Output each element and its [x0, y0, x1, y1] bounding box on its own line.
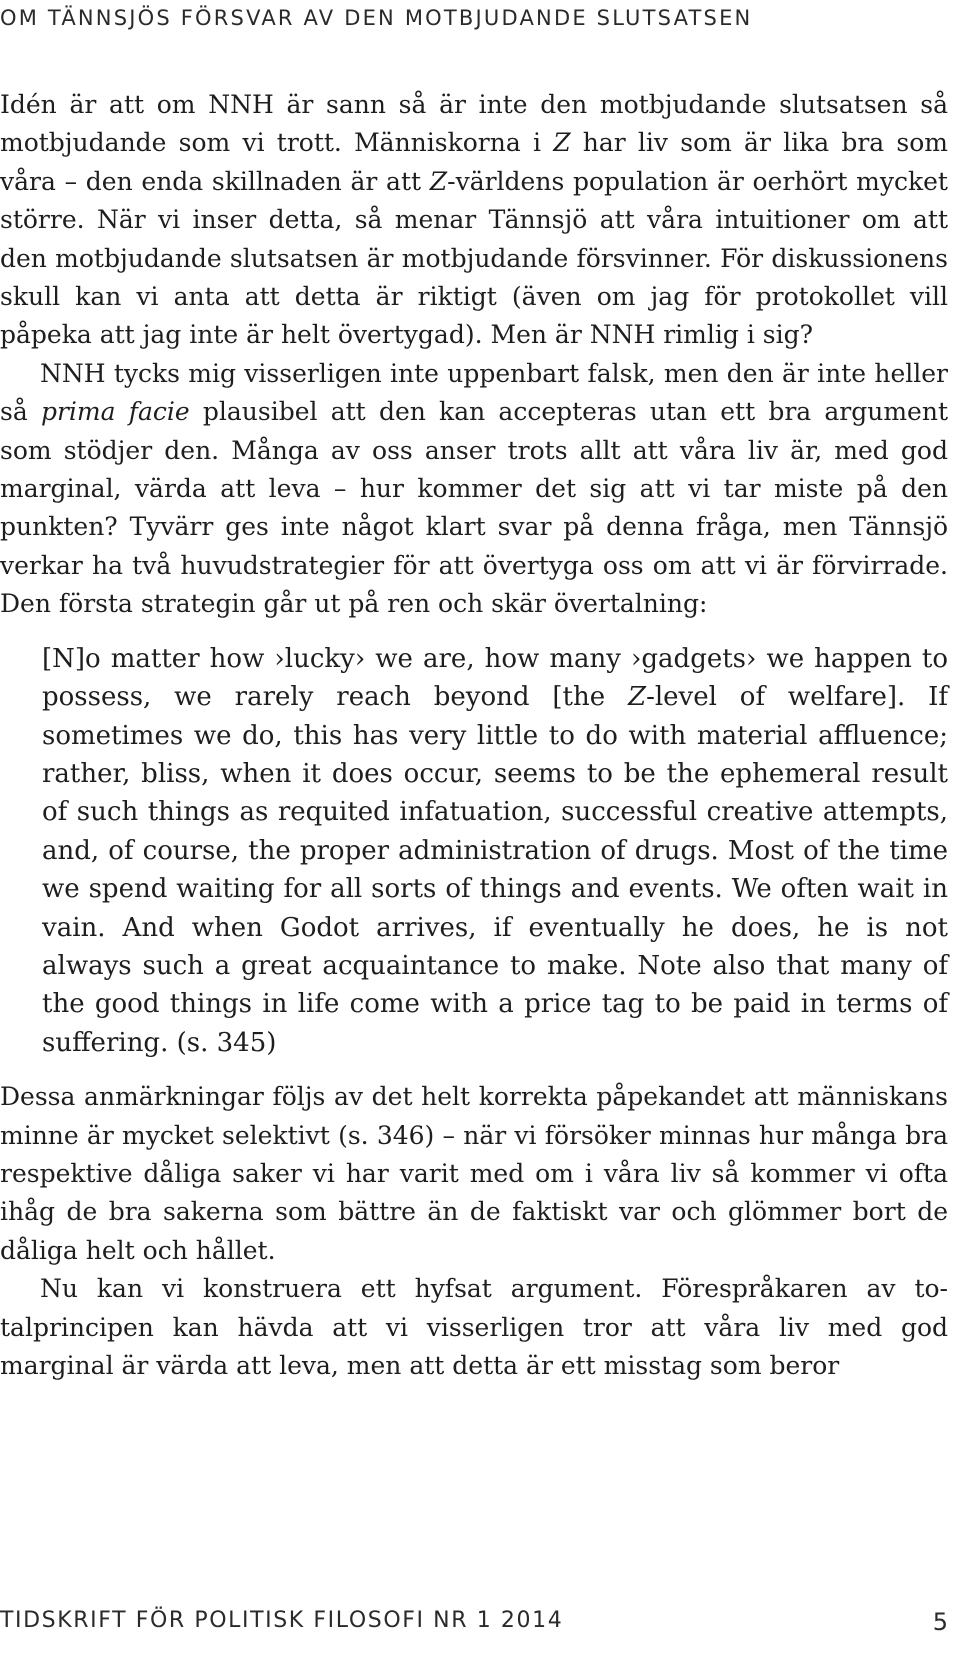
- body-text: [0, 86, 948, 1385]
- journal-title: TIDSKRIFT FÖR POLITISK FILOSOFI NR 1 2014: [0, 1608, 564, 1633]
- variable-z: Z: [553, 128, 571, 158]
- paragraph: Idén är att om NNH är sann så är inte den motbjudande slutsatsen så motbjudande som vi trott. Människorna i Z har liv som är lika bra som våra – den enda skillnaden är att Z-världens population är oerhört mycket större. När vi inser detta, så menar Tännsjö att våra intuitioner om att den motbjudande slutsatsen är motbjudande försvinner. För diskussionens skull kan vi anta att detta är riktigt (även om jag för protokollet vill påpeka att jag inte är helt övertygad). Men är NNH rimlig i sig?: [0, 90, 949, 350]
- block-quote: [N]o matter how ›lucky› we are, how many ›gadgets› we happen to possess, we rarely reach beyond [the Z-level of welfare]. If sometimes we do, this has very little to do with material affluence; rather, bliss, when it does occur, seems to be the ephemeral result of such things as requited infatuation, successful creative attempts, and, of course, the proper administration of drugs. Most of the time we spend waiting for all sorts of things and events. We often wait in vain. And when Godot arrives, if eventually he does, he is not always such a great acquaintance to make. Note also that many of the good things in life come with a price tag to be paid in terms of suffering. (s. 345): [42, 643, 948, 1058]
- paragraph: Dessa anmärkningar följs av det helt korrekta påpekandet att människans minne är mycket selektivt (s. 346) – när vi försöker minnas hur många bra respektive dåliga saker vi har varit med om i våra liv så kommer vi ofta ihåg de bra sakerna som bättre än de faktiskt var och glömmer bort de dåliga helt och hållet.: [0, 1082, 948, 1265]
- variable-z: Z: [429, 166, 448, 196]
- emphasis: prima facie: [40, 397, 190, 427]
- variable-z: Z: [627, 682, 647, 713]
- paragraph: NNH tycks mig visserligen inte uppenbart falsk, men den är inte heller så prima facie plausibel att den kan accepteras utan ett bra argument som stödjer den. Många av oss anser trots allt att våra liv är, med god marginal, värda att leva – hur kommer det sig att vi tar miste på den punkten? Tyvärr ges inte något klart svar på denna fråga, men Tännsjö verkar ha två huvudstrategier för att övertyga oss om att vi är förvirrade. Den första strategin går ut på ren och skär övertalning:: [0, 358, 949, 619]
- running-footer: [0, 1608, 948, 1640]
- running-header: OM TÄNNSJÖS FÖRSVAR AV DEN MOTBJUDANDE SLUTSATSEN: [0, 6, 753, 30]
- paragraph: Nu kan vi konstruera ett hyfsat argument. Förespråkaren av totalprincipen kan hävda att vi visserligen tror att våra liv med god marginal är värda att leva, men att detta är ett misstag som beror: [0, 1274, 948, 1380]
- page-number: 5: [932, 1608, 948, 1636]
